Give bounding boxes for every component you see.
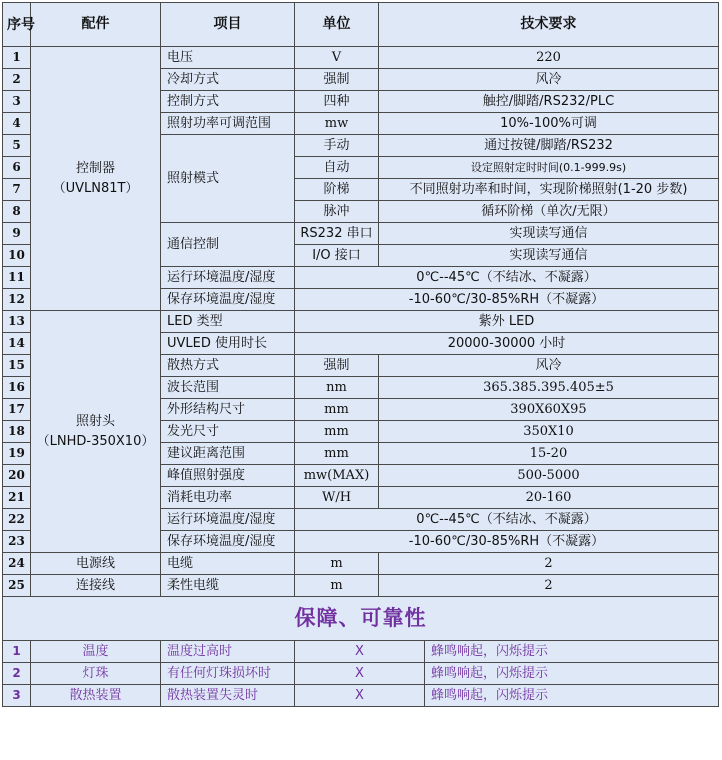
reliability-mark: X (295, 663, 425, 685)
reliability-row (3, 641, 719, 663)
part-connecting-cable: 连接线 (31, 575, 161, 597)
reliability-action: 蜂鸣响起，闪烁提示 (425, 663, 719, 685)
row-number: 2 (3, 663, 31, 685)
item-label: 保存环境温度/湿度 (161, 531, 295, 553)
item-label: 电压 (161, 47, 295, 69)
requirement-value: 220 (379, 47, 719, 69)
reliability-condition: 有任何灯珠损坏时 (161, 663, 295, 685)
row-number: 15 (3, 355, 31, 377)
row-number: 1 (3, 47, 31, 69)
unit-value: V (295, 47, 379, 69)
unit-value: 四种 (295, 91, 379, 113)
row-number: 14 (3, 333, 31, 355)
item-label: 通信控制 (161, 223, 295, 267)
requirement-value: 通过按键/脚踏/RS232 (379, 135, 719, 157)
part-power-cable: 电源线 (31, 553, 161, 575)
requirement-value: 390X60X95 (379, 399, 719, 421)
table-row (3, 47, 719, 69)
item-label: 散热方式 (161, 355, 295, 377)
requirement-value: 实现读写通信 (379, 245, 719, 267)
requirement-value: 2 (379, 575, 719, 597)
header-row (3, 3, 719, 47)
item-label: 消耗电功率 (161, 487, 295, 509)
row-number: 4 (3, 113, 31, 135)
row-number: 6 (3, 157, 31, 179)
requirement-value: -10-60℃/30-85%RH（不凝露） (295, 531, 719, 553)
item-label: UVLED 使用时长 (161, 333, 295, 355)
row-number: 24 (3, 553, 31, 575)
reliability-action: 蜂鸣响起，闪烁提示 (425, 641, 719, 663)
row-number: 18 (3, 421, 31, 443)
item-label: 外形结构尺寸 (161, 399, 295, 421)
part-irradiation-head: 照射头 （LNHD-350X10） (31, 311, 161, 553)
item-label: 运行环境温度/湿度 (161, 267, 295, 289)
unit-value: I/O 接口 (295, 245, 379, 267)
row-number: 5 (3, 135, 31, 157)
unit-value: RS232 串口 (295, 223, 379, 245)
item-label: 柔性电缆 (161, 575, 295, 597)
item-label: 保存环境温度/湿度 (161, 289, 295, 311)
row-number: 8 (3, 201, 31, 223)
row-number: 25 (3, 575, 31, 597)
requirement-value: 365.385.395.405±5 (379, 377, 719, 399)
row-number: 2 (3, 69, 31, 91)
row-number: 11 (3, 267, 31, 289)
item-label: LED 类型 (161, 311, 295, 333)
requirement-value: 20000-30000 小时 (295, 333, 719, 355)
row-number: 10 (3, 245, 31, 267)
reliability-part: 温度 (31, 641, 161, 663)
requirement-value: 15-20 (379, 443, 719, 465)
unit-value: mm (295, 399, 379, 421)
requirement-value: 2 (379, 553, 719, 575)
unit-value: m (295, 575, 379, 597)
header-item: 项目 (161, 3, 295, 47)
row-number: 22 (3, 509, 31, 531)
item-label: 建议距离范围 (161, 443, 295, 465)
requirement-value: 风冷 (379, 69, 719, 91)
reliability-mark: X (295, 685, 425, 707)
reliability-row (3, 663, 719, 685)
unit-value: 脉冲 (295, 201, 379, 223)
requirement-value: 触控/脚踏/RS232/PLC (379, 91, 719, 113)
row-number: 20 (3, 465, 31, 487)
unit-value: 强制 (295, 69, 379, 91)
row-number: 17 (3, 399, 31, 421)
requirement-value: 500-5000 (379, 465, 719, 487)
reliability-banner-row (3, 597, 719, 641)
row-number: 19 (3, 443, 31, 465)
requirement-value: 10%-100%可调 (379, 113, 719, 135)
requirement-value: 循环阶梯（单次/无限） (379, 201, 719, 223)
unit-value: nm (295, 377, 379, 399)
row-number: 9 (3, 223, 31, 245)
part-controller: 控制器 （UVLN81T） (31, 47, 161, 311)
unit-value: mw(MAX) (295, 465, 379, 487)
unit-value: 阶梯 (295, 179, 379, 201)
row-number: 7 (3, 179, 31, 201)
item-label: 冷却方式 (161, 69, 295, 91)
row-number: 13 (3, 311, 31, 333)
requirement-value: 设定照射定时时间(0.1-999.9s) (379, 157, 719, 179)
header-part: 配件 (31, 3, 161, 47)
item-label: 波长范围 (161, 377, 295, 399)
item-label: 发光尺寸 (161, 421, 295, 443)
unit-value: 手动 (295, 135, 379, 157)
reliability-mark: X (295, 641, 425, 663)
unit-value: mw (295, 113, 379, 135)
row-number: 3 (3, 91, 31, 113)
item-label: 照射功率可调范围 (161, 113, 295, 135)
spec-table (2, 2, 719, 707)
row-number: 3 (3, 685, 31, 707)
item-label: 峰值照射强度 (161, 465, 295, 487)
reliability-row (3, 685, 719, 707)
requirement-value: 不同照射功率和时间，实现阶梯照射(1-20 步数) (379, 179, 719, 201)
unit-value: m (295, 553, 379, 575)
unit-value: 强制 (295, 355, 379, 377)
reliability-condition: 温度过高时 (161, 641, 295, 663)
requirement-value: 风冷 (379, 355, 719, 377)
unit-value: mm (295, 443, 379, 465)
requirement-value: 350X10 (379, 421, 719, 443)
table-row (3, 553, 719, 575)
requirement-value: 0℃--45℃（不结冰、不凝露） (295, 267, 719, 289)
row-number: 1 (3, 641, 31, 663)
header-seq: 序号 (3, 3, 31, 47)
requirement-value: 实现读写通信 (379, 223, 719, 245)
requirement-value: -10-60℃/30-85%RH（不凝露） (295, 289, 719, 311)
item-label: 控制方式 (161, 91, 295, 113)
unit-value: mm (295, 421, 379, 443)
unit-value: W/H (295, 487, 379, 509)
requirement-value: 紫外 LED (295, 311, 719, 333)
item-label: 运行环境温度/湿度 (161, 509, 295, 531)
requirement-value: 20-160 (379, 487, 719, 509)
reliability-part: 灯珠 (31, 663, 161, 685)
requirement-value: 0℃--45℃（不结冰、不凝露） (295, 509, 719, 531)
item-label: 电缆 (161, 553, 295, 575)
row-number: 16 (3, 377, 31, 399)
row-number: 12 (3, 289, 31, 311)
table-row (3, 575, 719, 597)
unit-value: 自动 (295, 157, 379, 179)
row-number: 21 (3, 487, 31, 509)
reliability-action: 蜂鸣响起，闪烁提示 (425, 685, 719, 707)
item-label: 照射模式 (161, 135, 295, 223)
header-requirement: 技术要求 (379, 3, 719, 47)
reliability-title: 保障、可靠性 (3, 597, 719, 641)
reliability-condition: 散热装置失灵时 (161, 685, 295, 707)
row-number: 23 (3, 531, 31, 553)
header-unit: 单位 (295, 3, 379, 47)
reliability-part: 散热装置 (31, 685, 161, 707)
table-row (3, 311, 719, 333)
